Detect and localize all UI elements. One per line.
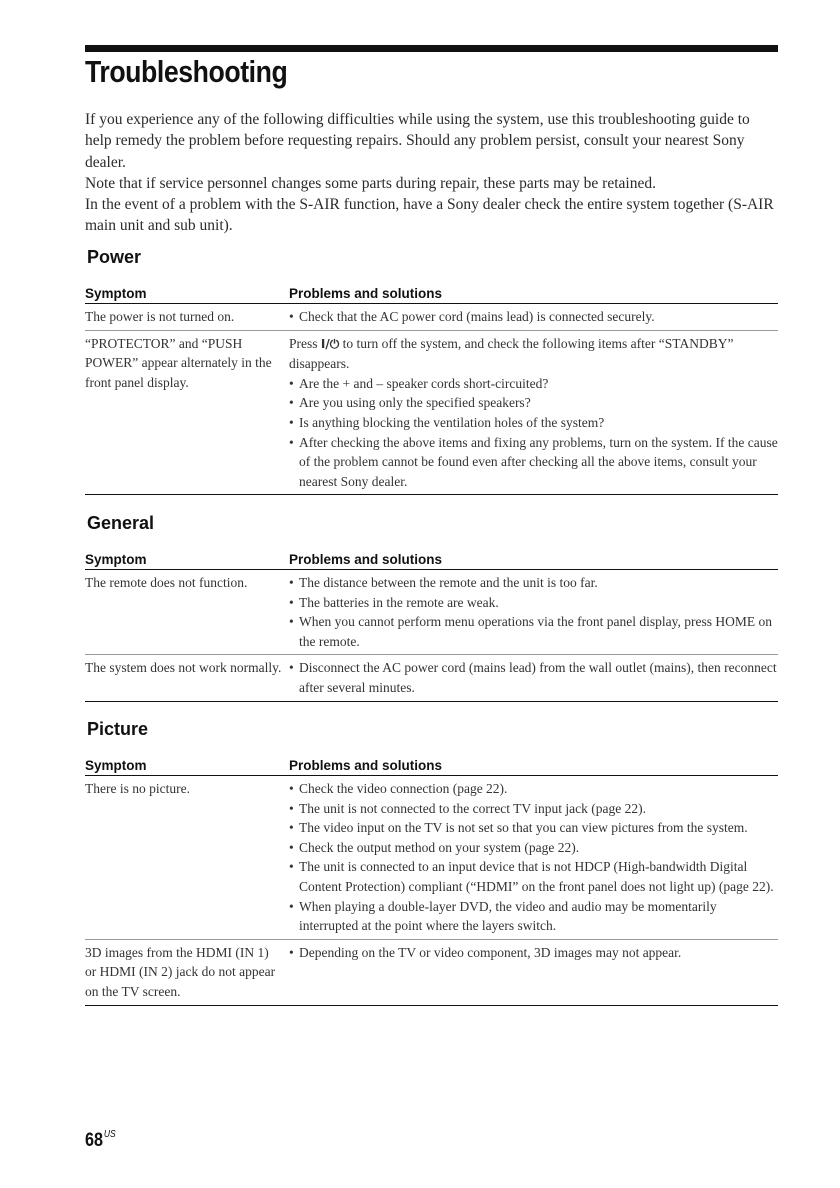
solution-item — [289, 573, 778, 593]
table-row — [85, 570, 778, 655]
solution-text: The batteries in the remote are weak. — [299, 594, 499, 610]
solution-text: When playing a double-layer DVD, the video and audio may be momentarily interrupted at the point where the layers switch. — [299, 898, 717, 934]
intro-paragraph: Note that if service personnel changes some parts during repair, these parts may be retained. — [85, 174, 656, 192]
power-table — [85, 283, 778, 495]
solution-item — [289, 393, 778, 413]
solution-text: After checking the above items and fixing any problems, turn on the system. If the cause of the problem cannot be found even after checking all the above items, consult your nearest Sony dealer. — [299, 434, 778, 489]
solutions-header: Problems and solutions — [289, 758, 443, 773]
solution-item — [289, 612, 778, 651]
solution-text: Check that the AC power cord (mains lead) is connected securely. — [299, 309, 655, 324]
solution-text: Disconnect the AC power cord (mains lead) from the wall outlet (mains), then reconnect after several minutes. — [299, 660, 777, 695]
solutions-header: Problems and solutions — [289, 552, 443, 567]
solution-item — [289, 897, 778, 936]
solution-item — [289, 658, 778, 697]
solution-item — [289, 943, 778, 963]
table-row — [85, 655, 778, 701]
region-suffix: US — [103, 1129, 116, 1140]
table-row — [85, 331, 778, 496]
solution-item — [289, 857, 778, 896]
bullet: • — [289, 414, 294, 430]
symptom-header: Symptom — [85, 552, 147, 567]
intro-paragraph: In the event of a problem with the S-AIR function, have a Sony dealer check the entire system together (S-AIR main unit and sub unit). — [85, 196, 774, 235]
solutions-header: Problems and solutions — [289, 286, 443, 301]
intro-paragraph: If you experience any of the following difficulties while using the system, use this troubleshooting guide to help remedy the problem before requesting repairs. Should any problem persist, consult your nearest Sony dealer. — [85, 111, 750, 171]
symptom-cell: The system does not work normally. — [85, 660, 282, 676]
solution-text: Are the + and – speaker cords short-circuited? — [299, 375, 549, 391]
solution-item — [289, 413, 778, 433]
page-number-value: 68 — [85, 1130, 103, 1151]
solution-item — [289, 374, 778, 394]
solutions-cell — [289, 779, 778, 936]
symptom-header: Symptom — [85, 286, 147, 301]
solutions-cell — [289, 943, 778, 1002]
solution-item — [289, 593, 778, 613]
solution-item — [289, 818, 778, 838]
bullet: • — [289, 820, 294, 836]
picture-table — [85, 755, 778, 1006]
symptom-cell: “PROTECTOR” and “PUSH POWER” appear alternately in the front panel display. — [85, 335, 272, 390]
lead-text: to turn off the system, and check the following items after “STANDBY” disappears. — [289, 335, 734, 372]
section-heading-power: Power — [87, 247, 142, 267]
bullet: • — [289, 575, 294, 590]
bullet: • — [289, 898, 294, 914]
table-header — [85, 755, 778, 776]
bullet: • — [289, 594, 294, 610]
solution-text: The unit is connected to an input device that is not HDCP (High-bandwidth Digital Content Protection) compliant (“HDMI” on the front panel does not light up) (page 22). — [299, 859, 774, 894]
bullet: • — [289, 839, 294, 855]
solution-text: The unit is not connected to the correct TV input jack (page 22). — [299, 800, 647, 816]
bullet: • — [289, 800, 294, 816]
bullet: • — [289, 375, 294, 391]
general-table — [85, 549, 778, 702]
bullet: • — [289, 781, 294, 796]
intro-text — [85, 109, 780, 237]
page-title: Troubleshooting — [85, 54, 288, 89]
solution-text: Check the video connection (page 22). — [299, 781, 508, 796]
solutions-cell — [289, 334, 778, 492]
table-row — [85, 776, 778, 940]
solution-text: The distance between the remote and the unit is too far. — [299, 575, 598, 590]
solution-item — [289, 433, 778, 492]
solution-item — [289, 307, 778, 327]
bullet: • — [289, 944, 294, 960]
lead-text: Press — [289, 335, 321, 351]
table-header — [85, 549, 778, 570]
symptom-cell: The remote does not function. — [85, 575, 248, 590]
bullet: • — [289, 395, 294, 411]
solutions-cell — [289, 573, 778, 651]
table-header — [85, 283, 778, 304]
title-rule — [85, 45, 778, 52]
symptom-cell: The power is not turned on. — [85, 309, 235, 324]
symptom-cell: 3D images from the HDMI (IN 1) or HDMI (IN 2) jack do not appear on the TV screen. — [85, 944, 276, 999]
section-heading-general: General — [87, 513, 155, 533]
bullet: • — [289, 309, 294, 324]
solutions-cell — [289, 658, 778, 697]
symptom-cell: There is no picture. — [85, 781, 190, 796]
power-icon: I/⏻ — [320, 336, 340, 351]
solutions-cell — [289, 307, 778, 327]
section-heading-picture: Picture — [87, 719, 149, 739]
table-row — [85, 304, 778, 331]
solution-text: Depending on the TV or video component, 3D images may not appear. — [299, 944, 682, 960]
bullet: • — [289, 614, 294, 630]
solution-item — [289, 799, 778, 819]
solution-text: Is anything blocking the ventilation holes of the system? — [299, 414, 605, 430]
solution-item — [289, 779, 778, 799]
bullet: • — [289, 434, 294, 450]
solution-lead — [289, 334, 778, 374]
page-number — [85, 1129, 116, 1152]
bullet: • — [289, 660, 294, 676]
solution-item — [289, 838, 778, 858]
symptom-header: Symptom — [85, 758, 147, 773]
bullet: • — [289, 859, 294, 875]
solution-text: Check the output method on your system (page 22). — [299, 839, 580, 855]
table-row — [85, 940, 778, 1006]
solution-text: When you cannot perform menu operations via the front panel display, press HOME on the remote. — [299, 614, 773, 649]
solution-text: Are you using only the specified speakers? — [299, 395, 531, 411]
solution-text: The video input on the TV is not set so that you can view pictures from the system. — [299, 820, 748, 836]
